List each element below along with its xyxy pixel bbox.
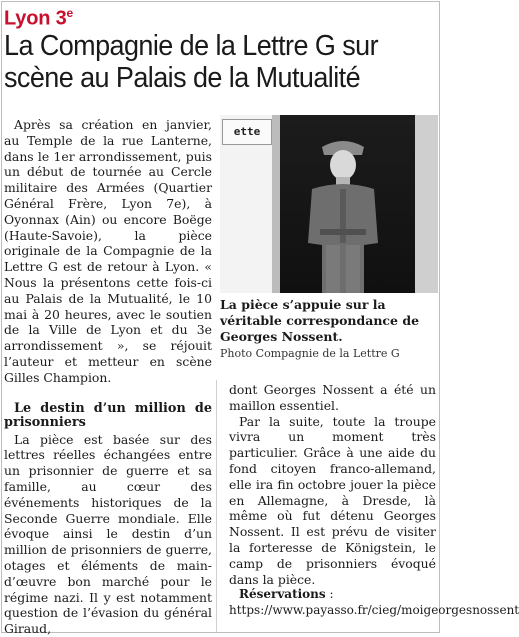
headline-line-1: La Compagnie de la Lettre G sur [4,30,379,62]
subheading: Le destin d’un million de prisonniers [4,400,212,430]
reservations-link[interactable]: : https://www.payasso.fr/cieg/moigeorgesnossent [229,587,519,618]
paragraph-troupe: Par la suite, toute la troupe vivra un moment très particulier. Grâce à une aide du fond citoyen franco-allemand, elle ira fin octobre jouer la pièce en Allemagne, à Dresde, là même où fut détenu Georges Nossent. Il est prévu de visiter la forteresse de Königstein, le camp de prisonniers évoqué dans la pièce. [229,413,436,587]
body-column-right [229,382,519,619]
column-divider [216,380,217,632]
photo-credit: Photo Compagnie de la Lettre G [220,347,400,360]
headline-line-2: scène au Palais de la Mutualité [4,62,361,94]
door-sign: ette [222,119,272,145]
paragraph-continuation: dont Georges Nossent a été un maillon essentiel. [229,382,436,413]
section-rubric: Lyon 3e [4,6,73,30]
headline [4,30,408,94]
soldier-figure-image [298,133,388,293]
body-column-left [4,117,212,637]
article-photo [220,115,438,293]
reservations-label: Réservations [239,587,326,602]
caption-text: La pièce s’appuie sur la véritable correspondance de Georges Nossent. [220,297,420,344]
reservations [229,587,519,619]
paragraph-intro: Après sa création en janvier, au Temple de la rue Lanterne, dans le 1er arrondissement, puis un début de tournée au Cercle militaire des Armées (Quartier Général Frère, Lyon 7e), à Oyonnax (Ain) ou encore Boëge (Haute-Savoie), la pièce originale de la Compagnie de la Lettre G est de retour à Lyon. « Nous la présentons cette fois-ci au Palais de la Mutualité, le 10 mai à 20 heures, avec le soutien de la Ville de Lyon et du 3e arrondissement », se réjouit l’auteur et metteur en scène Gilles Champion. [4,117,212,385]
photo-caption [220,297,434,362]
paragraph-destin: La pièce est basée sur des lettres réelles échangées entre un prisonnier de guerre et sa famille, au cœur des événements historiques de la Seconde Guerre mondiale. Elle évoque ainsi le destin d’un million de prisonniers de guerre, otages et éléments de main-d’œuvre bon marché pour le régime nazi. Il y est notamment question de l’évasion du général Giraud, [4,431,212,637]
